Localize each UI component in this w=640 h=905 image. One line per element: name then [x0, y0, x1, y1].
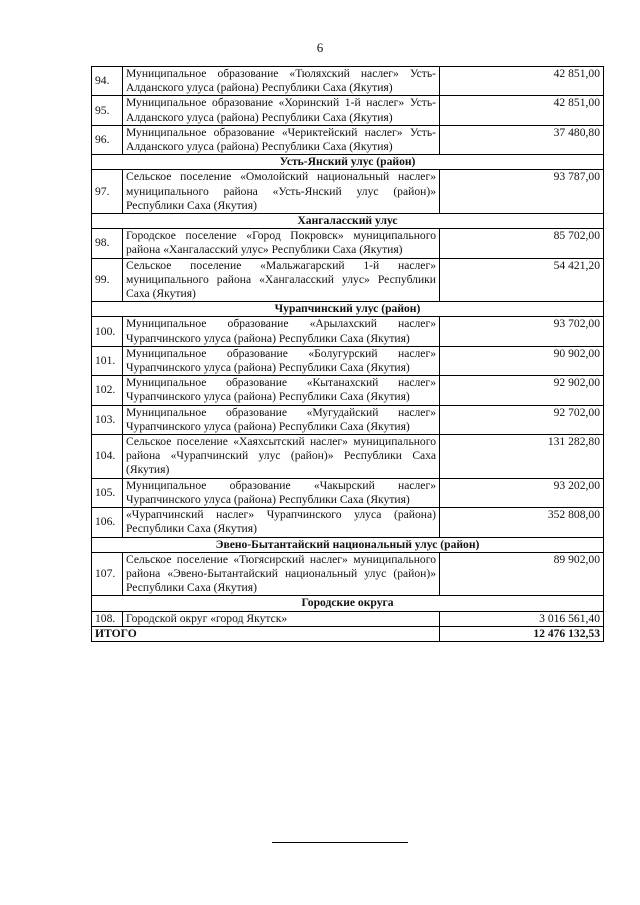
section-title: Эвено-Бытантайский национальный улус (район): [92, 537, 604, 552]
amount-value: 37 480,80: [440, 125, 604, 154]
municipality-name: Сельское поселение «Хаяхсытский наслег» муниципального района «Чурапчинский улус (район)» Республики Саха (Якутия): [123, 435, 440, 479]
amount-value: 352 808,00: [440, 508, 604, 537]
section-row: [92, 155, 604, 170]
total-value: 12 476 132,53: [440, 626, 604, 641]
row-number: 96.: [92, 125, 123, 154]
amount-value: 93 202,00: [440, 478, 604, 507]
section-row: [92, 214, 604, 229]
municipality-name: Муниципальное образование «Чакырский наслег» Чурапчинского улуса (района) Республики Саха (Якутия): [123, 478, 440, 507]
municipality-name: Муниципальное образование «Мугудайский наслег» Чурапчинского улуса (района) Республики Саха (Якутия): [123, 405, 440, 434]
table-row: [92, 376, 604, 405]
amount-value: 3 016 561,40: [440, 611, 604, 626]
amount-value: 92 702,00: [440, 405, 604, 434]
amount-value: 42 851,00: [440, 96, 604, 125]
municipality-name: Городской округ «город Якутск»: [123, 611, 440, 626]
table-row: [92, 435, 604, 479]
section-row: [92, 596, 604, 611]
section-title: Усть-Янский улус (район): [92, 155, 604, 170]
amount-value: 92 902,00: [440, 376, 604, 405]
section-row: [92, 302, 604, 317]
allocation-table: [91, 66, 604, 642]
municipality-name: Муниципальное образование «Кытанахский наслег» Чурапчинского улуса (района) Республики Саха (Якутия): [123, 376, 440, 405]
table-row: [92, 611, 604, 626]
row-number: 101.: [92, 346, 123, 375]
table-row: [92, 346, 604, 375]
row-number: 95.: [92, 96, 123, 125]
municipality-name: Сельское поселение «Мальжагарский 1-й наслег» муниципального района «Хангаласский улус» Республики Саха (Якутия): [123, 258, 440, 302]
municipality-name: Муниципальное образование «Чериктейский наслег» Усть-Алданского улуса (района) Республики Саха (Якутия): [123, 125, 440, 154]
table-row: [92, 405, 604, 434]
row-number: 100.: [92, 317, 123, 346]
table-row: [92, 478, 604, 507]
row-number: 103.: [92, 405, 123, 434]
row-number: 98.: [92, 229, 123, 258]
page-number: 6: [316, 40, 324, 55]
municipality-name: Муниципальное образование «Тюляхский наслег» Усть-Алданского улуса (района) Республики Саха (Якутия): [123, 67, 440, 96]
table-row: [92, 552, 604, 596]
row-number: 94.: [92, 67, 123, 96]
row-number: 104.: [92, 435, 123, 479]
amount-value: 90 902,00: [440, 346, 604, 375]
row-number: 102.: [92, 376, 123, 405]
table-row: [92, 317, 604, 346]
table-row: [92, 96, 604, 125]
municipality-name: «Чурапчинский наслег» Чурапчинского улуса (района) Республики Саха (Якутия): [123, 508, 440, 537]
table-row: [92, 170, 604, 214]
municipality-name: Муниципальное образование «Хоринский 1-й наслег» Усть-Алданского улуса (района) Республики Саха (Якутия): [123, 96, 440, 125]
municipality-name: Муниципальное образование «Арылахский наслег» Чурапчинского улуса (района) Республики Саха (Якутия): [123, 317, 440, 346]
row-number: 107.: [92, 552, 123, 596]
amount-value: 89 902,00: [440, 552, 604, 596]
row-number: 105.: [92, 478, 123, 507]
table-row: [92, 258, 604, 302]
amount-value: 131 282,80: [440, 435, 604, 479]
section-row: [92, 537, 604, 552]
table-body: [92, 67, 604, 642]
municipality-name: Муниципальное образование «Болугурский наслег» Чурапчинского улуса (района) Республики Саха (Якутия): [123, 346, 440, 375]
amount-value: 54 421,20: [440, 258, 604, 302]
table-row: [92, 229, 604, 258]
table-row: [92, 508, 604, 537]
section-title: Чурапчинский улус (район): [92, 302, 604, 317]
municipality-name: Сельское поселение «Омолойский национальный наслег» муниципального района «Усть-Янский улус (район)» Республики Саха (Якутия): [123, 170, 440, 214]
section-title: Хангаласский улус: [92, 214, 604, 229]
row-number: 108.: [92, 611, 123, 626]
table-row: [92, 67, 604, 96]
footer-divider: [272, 842, 408, 843]
row-number: 106.: [92, 508, 123, 537]
section-title: Городские округа: [92, 596, 604, 611]
row-number: 97.: [92, 170, 123, 214]
amount-value: 42 851,00: [440, 67, 604, 96]
row-number: 99.: [92, 258, 123, 302]
municipality-name: Городское поселение «Город Покровск» муниципального района «Хангаласский улус» Республики Саха (Якутия): [123, 229, 440, 258]
amount-value: 93 787,00: [440, 170, 604, 214]
total-label: ИТОГО: [92, 626, 440, 641]
amount-value: 85 702,00: [440, 229, 604, 258]
municipality-name: Сельское поселение «Тюгясирский наслег» муниципального района «Эвено-Бытантайский национальный улус (район)» Республики Саха (Якутия): [123, 552, 440, 596]
total-row: [92, 626, 604, 641]
table-row: [92, 125, 604, 154]
amount-value: 93 702,00: [440, 317, 604, 346]
